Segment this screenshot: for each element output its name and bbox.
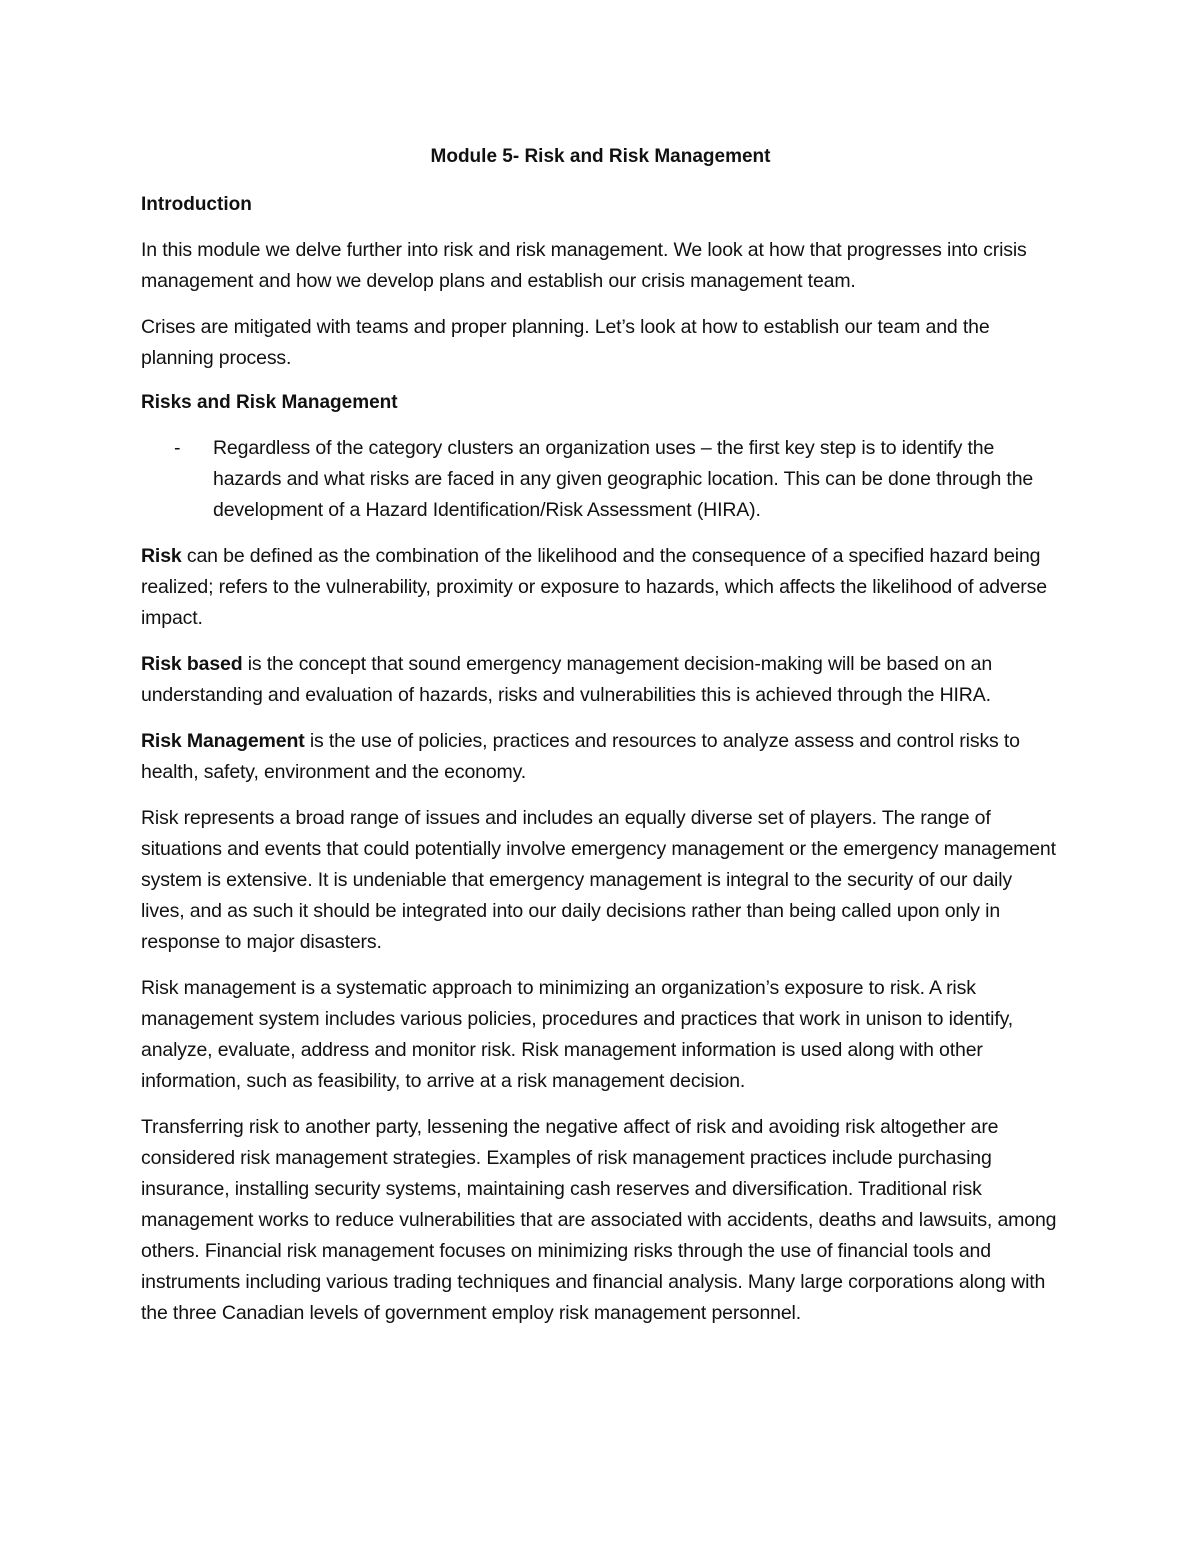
broad-range-paragraph: Risk represents a broad range of issues and includes an equally diverse set of players. The range of situations and events that could potentially involve emergency management or the emergency management system is extensive. It is undeniable that emergency management is integral to the security of our daily lives, and as such it should be integrated into our daily decisions rather than being called upon only in response to major disasters. [141, 807, 1056, 953]
introduction-heading: Introduction [141, 194, 252, 215]
risk-definition-text: can be defined as the combination of the likelihood and the consequence of a specified hazard being realized; refers to the vulnerability, proximity or exposure to hazards, which affects the likelihood of adverse impact. [141, 545, 1047, 629]
risk-management-term: Risk Management [141, 730, 305, 752]
page-title: Module 5- Risk and Risk Management [430, 146, 771, 167]
bullet-text: Regardless of the category clusters an organization uses – the first key step is to identify the hazards and what risks are faced in any given geographic location. This can be done through the development of a Hazard Identification/Risk Assessment (HIRA). [213, 437, 1034, 521]
bullet-item [141, 433, 1060, 526]
bullet-dash: - [174, 437, 181, 459]
risk-based-term: Risk based [141, 653, 243, 675]
transferring-risk-paragraph: Transferring risk to another party, lessening the negative affect of risk and avoiding risk altogether are considered risk management strategies. Examples of risk management practices include purchasing insurance, installing security systems, maintaining cash reserves and diversification. Traditional risk management works to reduce vulnerabilities that are associated with accidents, deaths and lawsuits, among others. Financial risk management focuses on minimizing risks through the use of financial tools and instruments including various trading techniques and financial analysis. Many large corporations along with the three Canadian levels of government employ risk management personnel. [141, 1116, 1057, 1324]
risk-based-definition [141, 649, 1060, 711]
risks-heading: Risks and Risk Management [141, 392, 398, 413]
risk-management-definition [141, 726, 1060, 788]
risk-management-definition-text: is the use of policies, practices and resources to analyze assess and control risks to health, safety, environment and the economy. [141, 730, 1020, 783]
systematic-approach-paragraph: Risk management is a systematic approach to minimizing an organization’s exposure to risk. A risk management system includes various policies, procedures and practices that work in unison to identify, analyze, evaluate, address and monitor risk. Risk management information is used along with other information, such as feasibility, to arrive at a risk management decision. [141, 977, 1014, 1092]
intro-paragraph-1: In this module we delve further into risk and risk management. We look at how that progresses into crisis management and how we develop plans and establish our crisis management team. [141, 239, 1027, 292]
risk-based-definition-text: is the concept that sound emergency management decision-making will be based on an understanding and evaluation of hazards, risks and vulnerabilities this is achieved through the HIRA. [141, 653, 993, 706]
intro-paragraph-2: Crises are mitigated with teams and proper planning. Let’s look at how to establish our team and the planning process. [141, 316, 990, 369]
risk-definition [141, 541, 1060, 634]
risk-term: Risk [141, 545, 182, 567]
